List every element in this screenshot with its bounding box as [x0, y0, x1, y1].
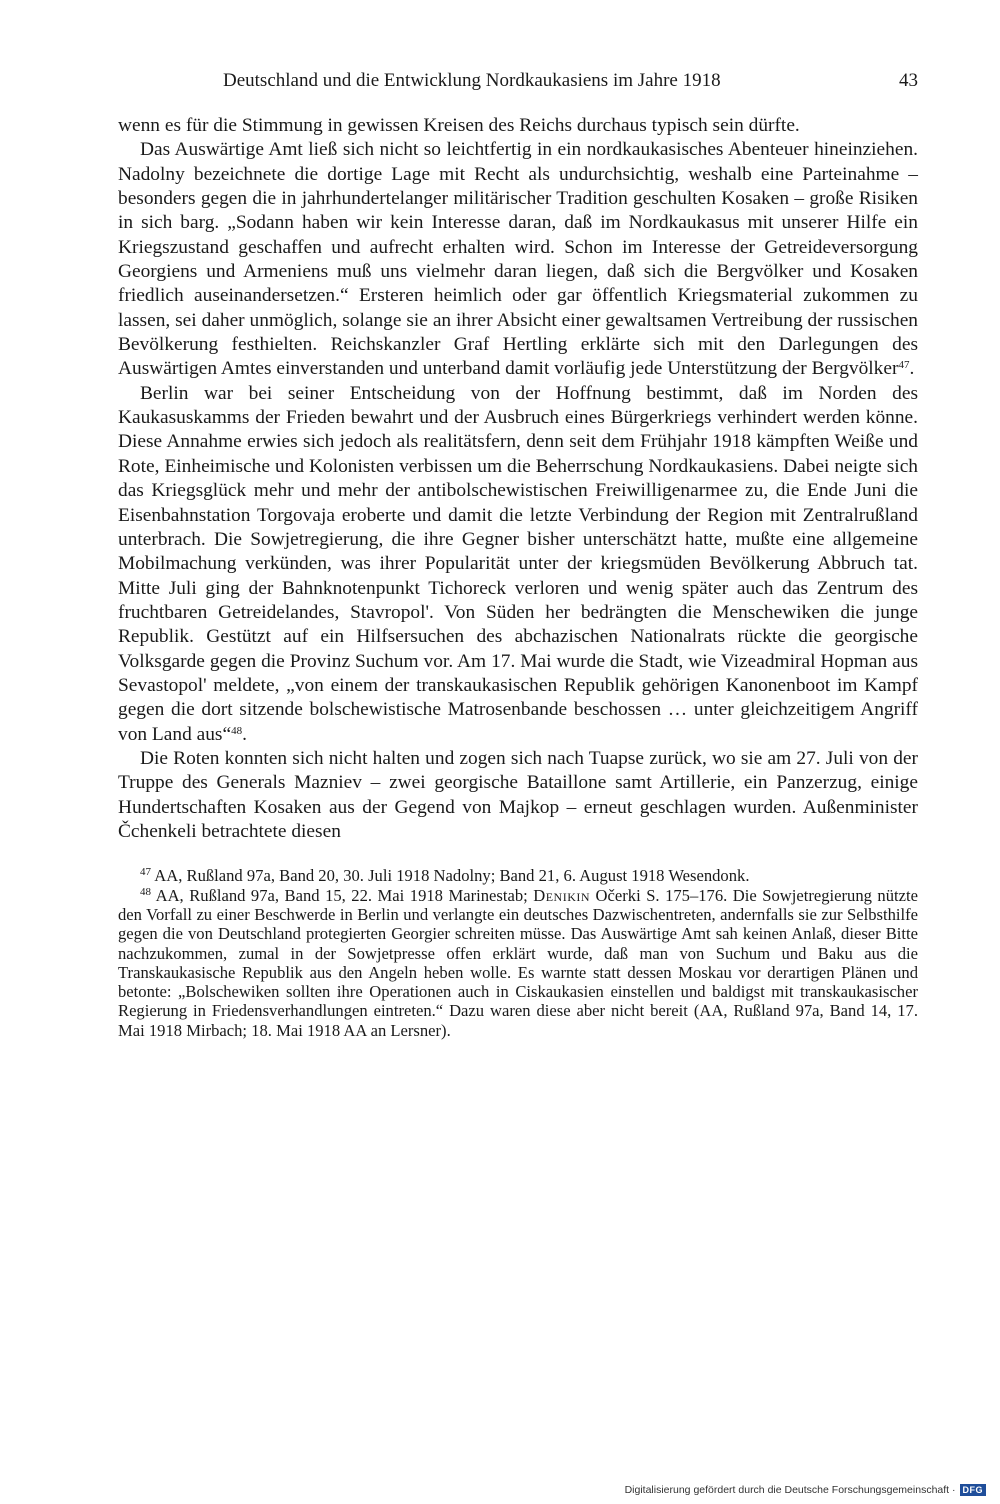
page-content — [118, 70, 918, 1040]
paragraph-1 — [118, 114, 918, 138]
footnote-ref-47: 47 — [898, 359, 910, 372]
paragraph-4-text: Die Roten konnten sich nicht halten und zogen sich nach Tuapse zurück, wo sie am 27. Juli von der Truppe des Generals Mazniev – zwei georgische Bataillone samt Artillerie, ein Panzerzug, einige Hundertschaften Kosaken aus der Gegend von Majkop – erneut geschlagen wurden. Außenminister Čchenkeli betrachtete diesen — [118, 747, 918, 842]
footnotes — [118, 866, 918, 1040]
paragraph-3 — [118, 382, 918, 747]
page-number: 43 — [899, 70, 918, 91]
footnote-48-author: Denikin — [533, 885, 591, 905]
main-text — [118, 114, 918, 844]
footnote-48 — [118, 886, 918, 1040]
paragraph-1-text: wenn es für die Stimmung in gewissen Kreisen des Reichs durchaus typisch sein dürfte. — [118, 115, 800, 136]
paragraph-3-end: . — [242, 723, 247, 745]
footnote-47-number: 47 — [140, 866, 151, 879]
dfg-logo: DFG — [960, 1484, 987, 1496]
digitization-footer — [625, 1484, 986, 1496]
running-title: Deutschland und die Entwicklung Nordkaukasiens im Jahre 1918 — [223, 70, 721, 91]
paragraph-3-text: Berlin war bei seiner Entscheidung von der Hoffnung bestimmt, daß im Norden des Kaukasuskamms der Frieden bewahrt und der Ausbruch eines Bürgerkriegs verhindert werden könne. Diese Annahme erwies sich jedoch als realitätsfern, denn seit dem Frühjahr 1918 kämpften Weiße und Rote, Einheimische und Kolonisten verbissen um die Beherrschung Nordkaukasiens. Dabei neigte sich das Kriegsglück mehr und mehr der antibolschewistischen Freiwilligenarmee zu, die Ende Juni die Eisenbahnstation Torgovaja eroberte und damit die letzte Verbindung der Region mit Zentralrußland unterbrach. Die Sowjetregierung, die ihre Gegner bisher unterschätzt hatte, mußte eine allgemeine Mobilmachung verkünden, was ihrer Popularität unter der kriegsmüden Bevölkerung Abbruch tat. Mitte Juli ging der Bahnknotenpunkt Tichoreck verloren und wenig später auch das Zentrum des fruchtbaren Getreidelandes, Stavropol'. Von Süden her bedrängten die Menschewiken die junge Republik. Gestützt auf ein Hilfsersuchen des abchazischen Nationalrats rückte die georgische Volksgarde gegen die Provinz Suchum vor. Am 17. Mai wurde die Stadt, wie Vizeadmiral Hopman aus Sevastopol' meldete, „von einem der transkaukasischen Republik gehörigen Kanonenboot im Kampf gegen die dort sitzende bolschewistische Matrosenbande beschossen … unter gleichzeitigem Angriff von Land aus“ — [118, 382, 918, 745]
footnote-ref-48: 48 — [231, 724, 243, 737]
footnote-47 — [118, 866, 918, 885]
running-head — [223, 70, 918, 92]
paragraph-2 — [118, 138, 918, 381]
footnote-48-number: 48 — [140, 885, 151, 898]
footnote-47-text: AA, Rußland 97a, Band 20, 30. Juli 1918 Nadolny; Band 21, 6. August 1918 Wesendonk. — [151, 866, 750, 886]
digitization-note: Digitalisierung gefördert durch die Deutsche Forschungsgemeinschaft · — [624, 1484, 956, 1496]
paragraph-4 — [118, 747, 918, 844]
paragraph-2-text: Das Auswärtige Amt ließ sich nicht so leichtfertig in ein nordkaukasisches Abenteuer hineinziehen. Nadolny bezeichnete die dortige Lage mit Recht als undurchsichtig, weshalb eine Parteinahme – besonders gegen die in jahrhundertelanger militärischer Tradition geschulten Kosaken – große Risiken in sich barg. „Sodann haben wir kein Interesse daran, daß im Nordkaukasus mit unserer Hilfe ein Kriegszustand geschaffen und aufrecht erhalten wird. Schon im Interesse der Getreideversorgung Georgiens und Armeniens muß uns vielmehr daran liegen, daß sich die Bergvölker und Kosaken friedlich auseinandersetzen.“ Ersteren heimlich oder gar öffentlich Kriegsmaterial zukommen zu lassen, sei daher unmöglich, solange sie an ihrer Absicht einer gewaltsamen Vertreibung der russischen Bevölkerung festhielten. Reichskanzler Graf Hertling erklärte sich mit den Darlegungen des Auswärtigen Amtes einverstanden und unterband damit vorläufig jede Unterstützung der Bergvölker — [118, 139, 918, 380]
paragraph-2-end: . — [909, 358, 915, 380]
footnote-48-text-a: AA, Rußland 97a, Band 15, 22. Mai 1918 Marinestab; — [151, 885, 534, 905]
footnote-48-text-b: Očerki S. 175–176. Die Sowjetregierung nützte den Vorfall zu einer Beschwerde in Berlin und verlangte ein deutsches Dazwischentreten, andernfalls sie zur Selbsthilfe gegen die von Deutschland protegierten Georgier schreiten müsse. Das Auswärtige Amt sah keinen Anlaß, dieser Bitte nachzukommen, zumal in der Sowjetpresse offen erklärt wurde, daß man von Suchum und Baku aus die Transkaukasische Republik aus den Angeln heben wolle. Es warnte statt dessen Moskau vor derartigen Plänen und betonte: „Bolschewiken sollten ihre Operationen auch in Ciskaukasien einstellen und baldigst mit transkaukasischer Regierung in Friedensverhandlungen eintreten.“ Dazu waren diese aber nicht bereit (AA, Rußland 97a, Band 14, 17. Mai 1918 Mirbach; 18. Mai 1918 AA an Lersner). — [118, 885, 918, 1040]
